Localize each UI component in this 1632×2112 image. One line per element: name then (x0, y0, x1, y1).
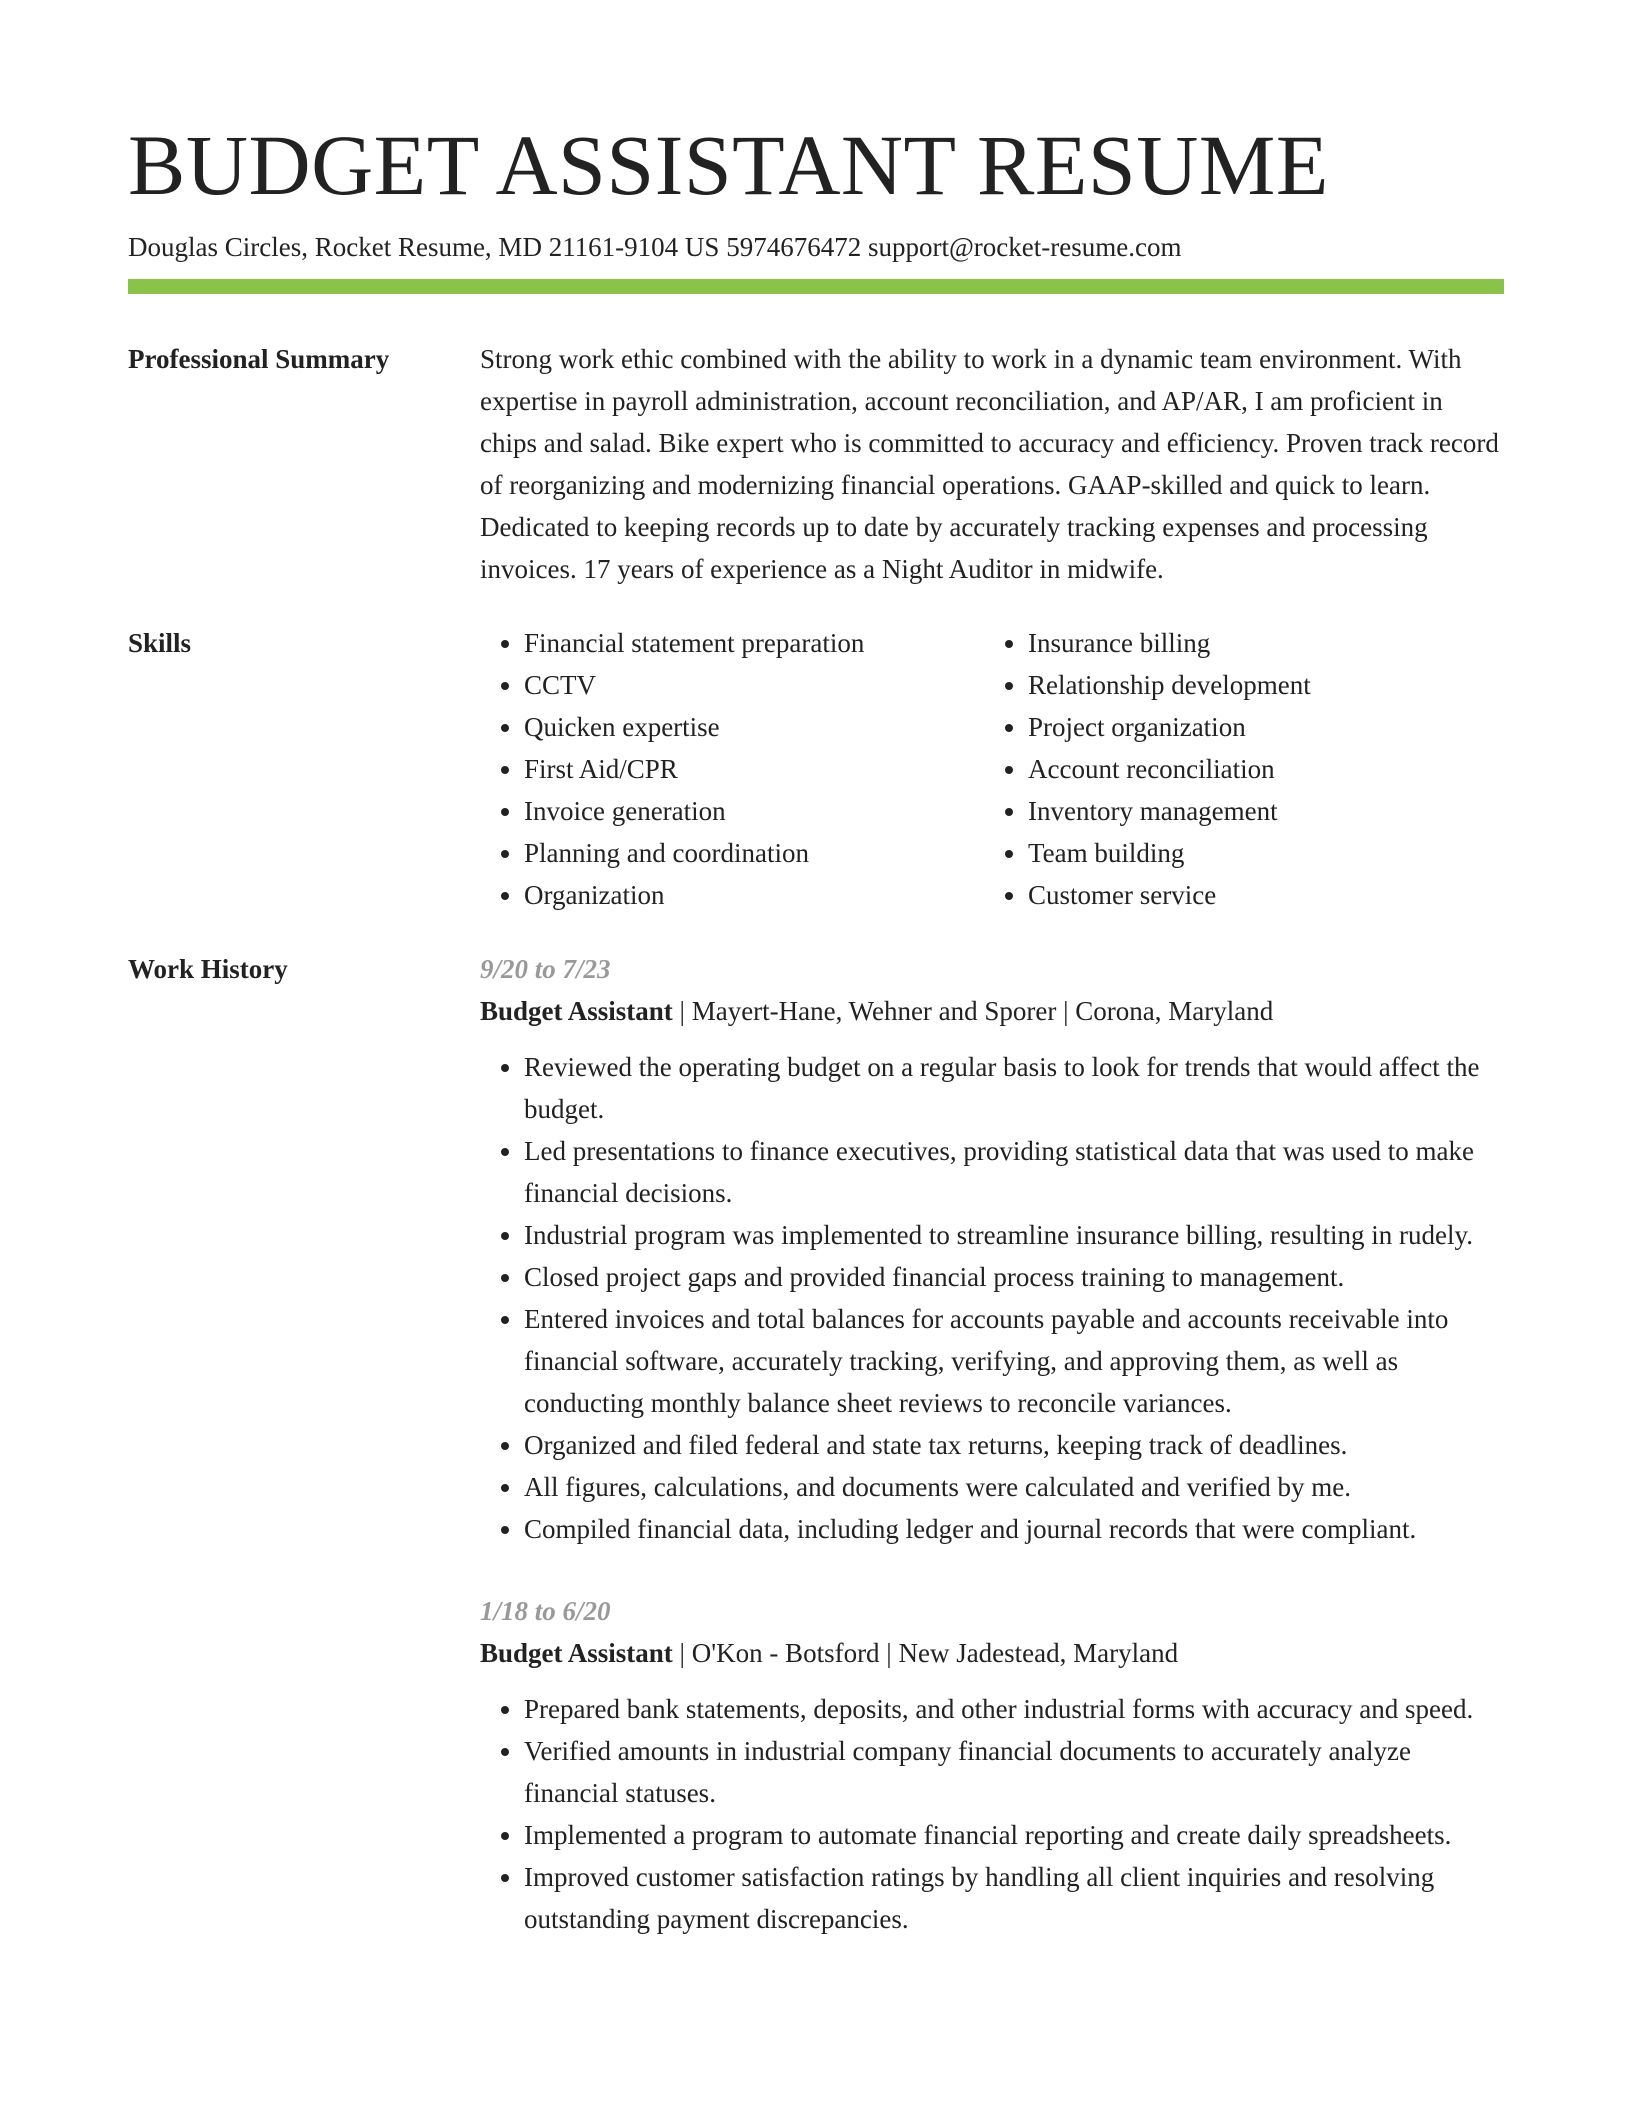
job-duties (480, 1046, 1504, 1550)
skill-item: • Organization (524, 874, 984, 916)
duty-item: • Led presentations to finance executives, providing statistical data that was used to make financial decisions. (524, 1130, 1504, 1214)
accent-divider (128, 279, 1504, 294)
work-history-section (128, 948, 1504, 1970)
job-entry (480, 948, 1504, 1550)
duty-item: • Closed project gaps and provided financial process training to management. (524, 1256, 1504, 1298)
job-title: Budget Assistant (480, 996, 673, 1027)
page-title: BUDGET ASSISTANT RESUME (128, 117, 1329, 213)
skills-grid (480, 622, 1504, 916)
duty-item: • Prepared bank statements, deposits, and other industrial forms with accuracy and speed. (524, 1688, 1504, 1730)
duty-item: • Compiled financial data, including ledger and journal records that were compliant. (524, 1508, 1504, 1550)
skill-item: • Inventory management (1028, 790, 1488, 832)
work-history-heading: Work History (128, 954, 288, 985)
summary-heading: Professional Summary (128, 344, 390, 375)
skill-item: • Project organization (1028, 706, 1488, 748)
duty-item: • Implemented a program to automate financial reporting and create daily spreadsheets. (524, 1814, 1504, 1856)
skill-item: • Quicken expertise (524, 706, 984, 748)
contact-info: Douglas Circles, Rocket Resume, MD 21161-9104 US 5974676472 support@rocket-resume.com (128, 231, 1182, 262)
duty-item: • Verified amounts in industrial company financial documents to accurately analyze financial statuses. (524, 1730, 1504, 1814)
summary-text: Strong work ethic combined with the ability to work in a dynamic team environment. With expertise in payroll administration, account reconciliation, and AP/AR, I am proficient in chips and salad. Bike expert who is committed to accuracy and efficiency. Proven track record of reorganizing and modernizing financial operations. GAAP-skilled and quick to learn. Dedicated to keeping records up to date by accurately tracking expenses and processing invoices. 17 years of experience as a Night Auditor in midwife. (480, 344, 1499, 585)
job-heading (480, 990, 1504, 1032)
skill-item: • CCTV (524, 664, 984, 706)
resume-page (128, 118, 1504, 1970)
job-dates: 9/20 to 7/23 (480, 954, 611, 985)
job-dates: 1/18 to 6/20 (480, 1596, 611, 1627)
job-duties (480, 1688, 1504, 1940)
skills-column-left (480, 622, 984, 916)
duty-item: • Industrial program was implemented to streamline insurance billing, resulting in rudely. (524, 1214, 1504, 1256)
duty-item: • Entered invoices and total balances for accounts payable and accounts receivable into financial software, accurately tracking, verifying, and approving them, as well as conducting monthly balance sheet reviews to reconcile variances. (524, 1298, 1504, 1424)
duty-item: • Organized and filed federal and state tax returns, keeping track of deadlines. (524, 1424, 1504, 1466)
skill-item: • Team building (1028, 832, 1488, 874)
skills-heading: Skills (128, 628, 192, 659)
skill-item: • Planning and coordination (524, 832, 984, 874)
skills-column-right (984, 622, 1488, 916)
skill-item: • First Aid/CPR (524, 748, 984, 790)
summary-section (128, 338, 1504, 590)
skill-item: • Customer service (1028, 874, 1488, 916)
skill-item: • Insurance billing (1028, 622, 1488, 664)
work-history-body (480, 948, 1504, 1970)
job-employer-location: | Mayert-Hane, Wehner and Sporer | Corona, Maryland (672, 996, 1274, 1027)
job-employer-location: | O'Kon - Botsford | New Jadestead, Maryland (672, 1638, 1179, 1669)
skill-item: • Invoice generation (524, 790, 984, 832)
duty-item: • Improved customer satisfaction ratings by handling all client inquiries and resolving outstanding payment discrepancies. (524, 1856, 1504, 1940)
job-heading (480, 1632, 1504, 1674)
duty-item: • Reviewed the operating budget on a regular basis to look for trends that would affect the budget. (524, 1046, 1504, 1130)
job-entry (480, 1590, 1504, 1940)
skill-item: • Relationship development (1028, 664, 1488, 706)
skills-section (128, 622, 1504, 916)
job-title: Budget Assistant (480, 1638, 673, 1669)
skill-item: • Account reconciliation (1028, 748, 1488, 790)
skill-item: • Financial statement preparation (524, 622, 984, 664)
summary-body (480, 338, 1504, 590)
duty-item: • All figures, calculations, and documents were calculated and verified by me. (524, 1466, 1504, 1508)
